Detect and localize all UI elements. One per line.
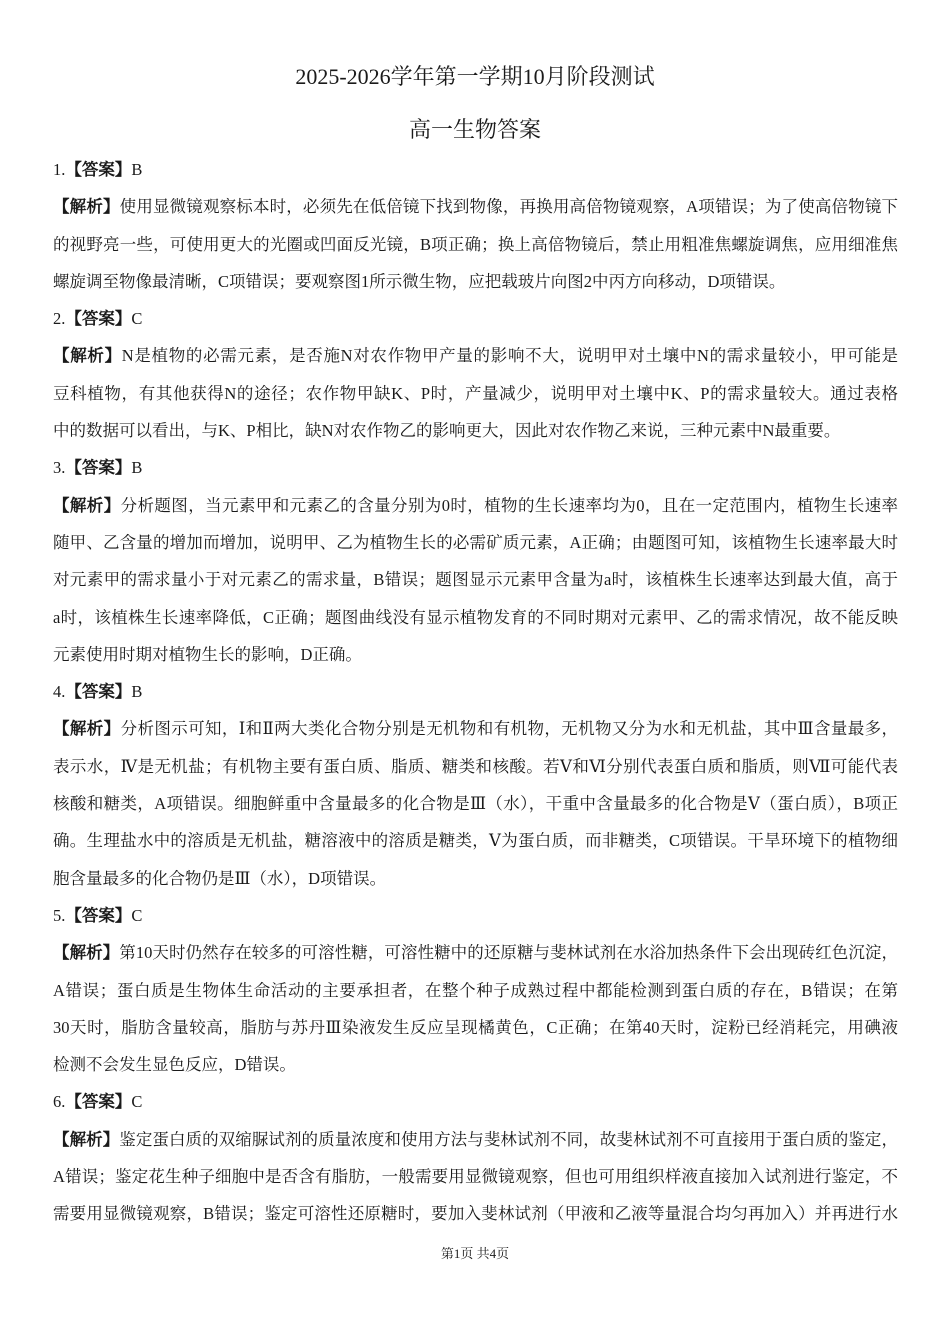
analysis-line [53,1009,898,1046]
analysis-line [53,599,898,636]
question-number: 4. [53,682,66,702]
analysis-text: 检测不会发生显色反应，D错误。 [53,1055,296,1075]
analysis-text: 核酸和糖类，A项错误。细胞鲜重中含量最多的化合物是Ⅲ（水），干重中含量最多的化合物是Ⅴ（蛋白质），B项正 [53,794,898,814]
analysis-text: A错误；蛋白质是生物体生命活动的主要承担者，在整个种子成熟过程中都能检测到蛋白质的存在，B错误；在第 [53,980,898,1000]
analysis-line [53,188,898,225]
analysis-label: 【解析】 [53,495,121,515]
analysis-text: 需要用显微镜观察，B错误；鉴定可溶性还原糖时，要加入斐林试剂（甲液和乙液等量混合均匀再加入）并再进行水 [53,1204,898,1224]
answer-label: 【答案】 [65,309,132,329]
document-title: 2025-2026学年第一学期10月阶段测试 [295,64,655,89]
analysis-line [53,226,898,263]
answer-label: 【答案】 [65,458,132,478]
analysis-label: 【解析】 [53,1129,120,1149]
question-number: 6. [53,1092,66,1112]
answer-value: B [131,458,143,478]
question-number: 3. [53,458,66,478]
answer-label: 【答案】 [65,905,132,925]
analysis-label: 【解析】 [53,346,122,366]
answer-value: B [131,160,143,179]
answer-label: 【答案】 [65,1092,132,1112]
answer-label: 【答案】 [65,682,132,702]
analysis-line [53,1195,898,1232]
analysis-text: A错误；鉴定花生种子细胞中是否含有脂肪，一般需要用显微镜观察，但也可用组织样液直接加入试剂进行鉴定，不 [53,1167,898,1187]
analysis-line [53,822,898,859]
answer-value: C [131,1092,143,1112]
analysis-line [53,710,898,747]
document-subtitle: 高一生物答案 [408,117,541,142]
analysis-text: 使用显微镜观察标本时，必须先在低倍镜下找到物像，再换用高倍物镜观察，A项错误；为了使高倍物镜下 [119,197,899,217]
analysis-text: 中的数据可以看出，与K、P相比，缺N对农作物乙的影响更大，因此对农作物乙来说，三种元素中N最重要。 [53,421,841,441]
answer-list [53,151,898,1233]
analysis-text: a时，该植株生长速率降低，C正确；题图曲线没有显示植物发育的不同时期对元素甲、乙的需求情况，故不能反映 [53,607,898,627]
analysis-text: 随甲、乙含量的增加而增加，说明甲、乙为植物生长的必需矿质元素，A正确；由题图可知，该植物生长速率最大时 [53,532,898,552]
answer-line [53,673,898,710]
analysis-line [53,636,898,673]
answer-value: B [131,682,143,702]
analysis-line [53,860,898,897]
analysis-line [53,1121,898,1158]
analysis-label: 【解析】 [53,719,121,739]
analysis-text: 元素使用时期对植物生长的影响，D正确。 [53,644,362,664]
analysis-text: 螺旋调至物像最清晰，C项错误；要观察图1所示微生物，应把载玻片向图2中丙方向移动，D项错误。 [53,271,786,291]
analysis-line [53,934,898,971]
analysis-line [53,972,898,1009]
question-number: 1. [53,160,66,179]
analysis-text: 第10天时仍然存在较多的可溶性糖，可溶性糖中的还原糖与斐林试剂在水浴加热条件下会出现砖红色沉淀， [119,943,899,963]
answer-line [53,300,898,337]
analysis-text: N是植物的必需元素，是否施N对农作物甲产量的影响不大，说明甲对土壤中N的需求量较小，甲可能是 [121,346,899,366]
page-footer: 第1页 共4页 [440,1246,510,1261]
answer-label: 【答案】 [65,160,132,179]
analysis-line [53,748,898,785]
answer-line [53,1083,898,1120]
analysis-text: 胞含量最多的化合物仍是Ⅲ（水），D项错误。 [53,868,387,888]
analysis-line [53,561,898,598]
analysis-line [53,524,898,561]
analysis-line [53,1158,898,1195]
answer-value: C [131,309,143,329]
analysis-text: 表示水，Ⅳ是无机盐；有机物主要有蛋白质、脂质、糖类和核酸。若Ⅴ和Ⅵ分别代表蛋白质和脂质，则Ⅶ可能代表 [53,756,898,776]
analysis-line [53,487,898,524]
question-number: 5. [53,905,66,925]
answer-line [53,151,898,188]
analysis-text: 确。生理盐水中的溶质是无机盐，糖溶液中的溶质是糖类，Ⅴ为蛋白质，而非糖类，C项错误。干旱环境下的植物细 [53,831,898,851]
analysis-line [53,375,898,412]
analysis-label: 【解析】 [53,197,120,217]
analysis-label: 【解析】 [53,943,120,963]
analysis-line [53,412,898,449]
analysis-text: 对元素甲的需求量小于对元素乙的需求量，B错误；题图显示元素甲含量为a时，该植株生长速率达到最大值，高于 [53,570,898,590]
answer-line [53,897,898,934]
analysis-text: 的视野亮一些，可使用更大的光圈或凹面反光镜，B项正确；换上高倍物镜后，禁止用粗准焦螺旋调焦，应用细准焦 [53,234,898,254]
answer-line [53,449,898,486]
question-number: 2. [53,309,66,329]
analysis-text: 豆科植物，有其他获得N的途径；农作物甲缺K、P时，产量减少，说明甲对土壤中K、P的需求量较大。通过表格 [53,383,898,403]
analysis-line [53,1046,898,1083]
analysis-text: 鉴定蛋白质的双缩脲试剂的质量浓度和使用方法与斐林试剂不同，故斐林试剂不可直接用于蛋白质的鉴定， [119,1129,899,1149]
analysis-text: 分析题图，当元素甲和元素乙的含量分别为0时，植物的生长速率均为0，且在一定范围内，植物生长速率 [120,495,899,515]
analysis-line [53,263,898,300]
analysis-text: 30天时，脂肪含量较高，脂肪与苏丹Ⅲ染液发生反应呈现橘黄色，C正确；在第40天时，淀粉已经消耗完，用碘液 [53,1017,898,1037]
analysis-line [53,785,898,822]
answer-value: C [131,905,143,925]
analysis-text: 分析图示可知，Ⅰ和Ⅱ两大类化合物分别是无机物和有机物，无机物又分为水和无机盐，其中Ⅲ含量最多， [120,719,899,739]
analysis-line [53,337,898,374]
